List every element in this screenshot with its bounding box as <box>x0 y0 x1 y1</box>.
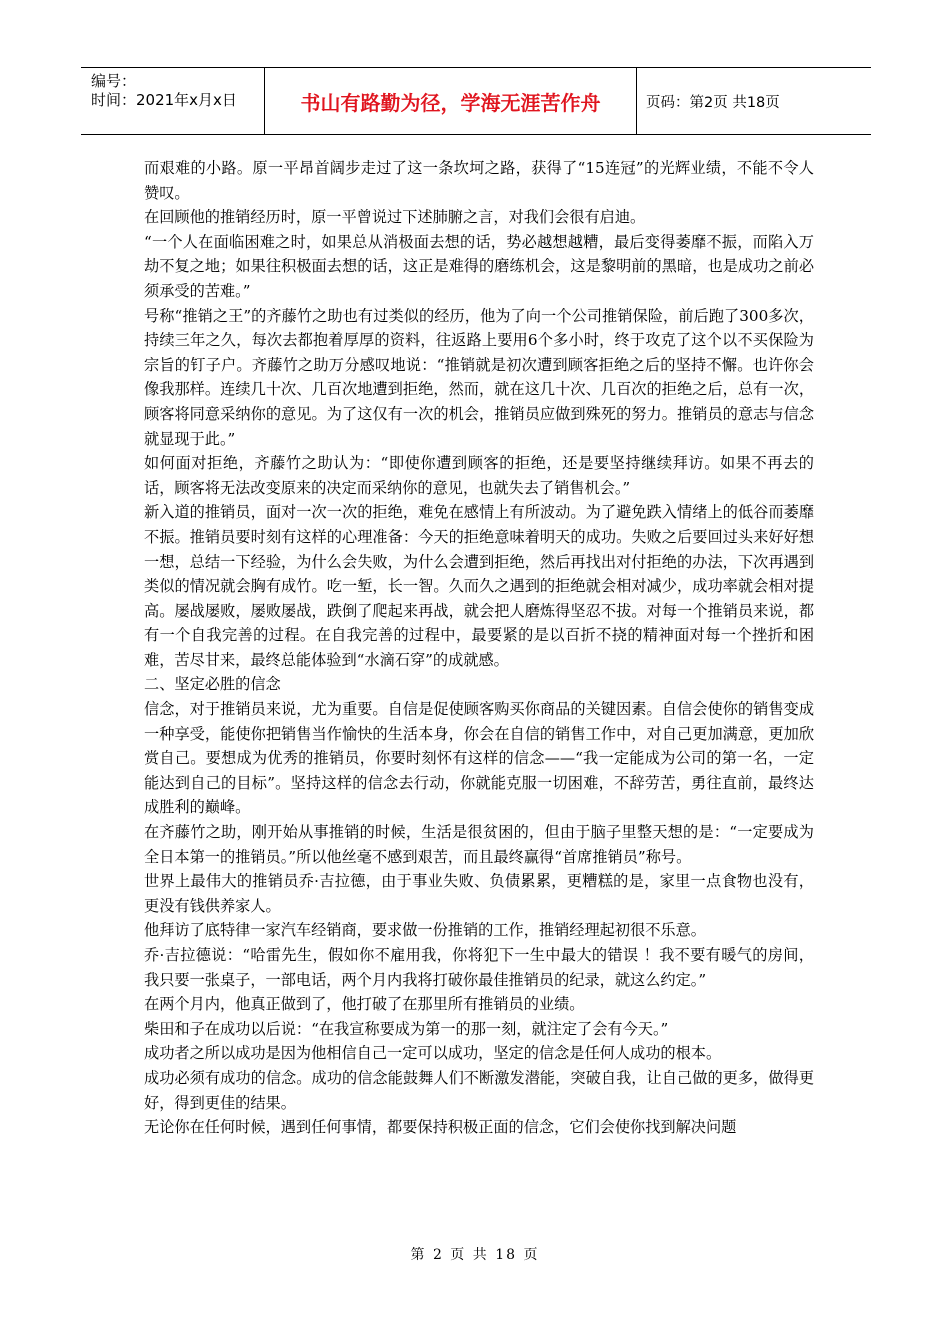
page-header <box>81 67 871 135</box>
paragraph: 如何面对拒绝，齐藤竹之助认为：“即使你遭到顾客的拒绝，还是要坚持继续拜访。如果不再去的话，顾客将无法改变原来的决定而采纳你的意见，也就失去了销售机会。” <box>144 454 814 497</box>
paragraph: 成功必须有成功的信念。成功的信念能鼓舞人们不断激发潜能，突破自我，让自己做的更多，做得更好，得到更佳的结果。 <box>144 1068 814 1112</box>
paragraph: “一个人在面临困难之时，如果总从消极面去想的话，势必越想越糟，最后变得萎靡不振，而陷入万劫不复之地；如果往积极面去想的话，这正是难得的磨练机会，这是黎明前的黑暗，也是成功之前必须承受的苦难。” <box>144 232 814 300</box>
header-meta <box>91 72 263 110</box>
header-motto-cell <box>264 68 637 134</box>
document-number: 编号： <box>91 72 137 90</box>
paragraph: 信念，对于推销员来说，尤为重要。自信是促使顾客购买你商品的关键因素。自信会使你的销售变成一种享受，能使你把销售当作愉快的生活本身，你会在自信的销售工作中，对自己更加满意，更加欣赏自己。要想成为优秀的推销员，你要时刻怀有这样的信念——“我一定能成为公司的第一名，一定能达到自己的目标”。坚持这样的信念去行动，你就能克服一切困难，不辞劳苦，勇往直前，最终达成胜利的巅峰。 <box>144 700 814 817</box>
paragraph: 成功者之所以成功是因为他相信自己一定可以成功，坚定的信念是任何人成功的根本。 <box>144 1044 722 1063</box>
paragraph: 号称“推销之王”的齐藤竹之助也有过类似的经历，他为了向一个公司推销保险，前后跑了300多次，持续三年之久，每次去都抱着厚厚的资料，往返路上要用6个多小时，终于攻克了这个以不买保险为宗旨的钉子户。齐藤竹之助万分感叹地说：“推销就是初次遭到顾客拒绝之后的坚持不懈。也许你会像我那样。连续几十次、几百次地遭到拒绝，然而，就在这几十次、几百次的拒绝之后，总有一次，顾客将同意采纳你的意见。为了这仅有一次的机会，推销员应做到殊死的努力。推销员的意志与信念就显现于此。” <box>144 306 814 448</box>
paragraph: 在齐藤竹之助，刚开始从事推销的时候，生活是很贫困的，但由于脑子里整天想的是：“一定要成为全日本第一的推销员。”所以他丝毫不感到艰苦，而且最终赢得“首席推销员”称号。 <box>144 823 814 866</box>
header-motto: 书山有路勤为径，学海无涯苦作舟 <box>300 90 601 115</box>
document-body <box>144 156 814 1140</box>
section-heading: 二、坚定必胜的信念 <box>144 675 281 694</box>
paragraph: 在两个月内，他真正做到了，他打破了在那里所有推销员的业绩。 <box>144 995 585 1014</box>
header-page-number: 页码：第2页 共18页 <box>646 94 780 111</box>
paragraph: 在回顾他的推销经历时，原一平曾说过下述肺腑之言，对我们会很有启迪。 <box>144 208 646 227</box>
paragraph: 新入道的推销员，面对一次一次的拒绝，难免在感情上有所波动。为了避免跌入情绪上的低谷而萎靡不振。推销员要时刻有这样的心理准备：今天的拒绝意味着明天的成功。失败之后要回过头来好好想一想，总结一下经验，为什么会失败，为什么会遭到拒绝，然后再找出对付拒绝的办法，下次再遇到类似的情况就会胸有成竹。吃一堑，长一智。久而久之遇到的拒绝就会相对减少，成功率就会相对提高。屡战屡败，屡败屡战，跌倒了爬起来再战，就会把人磨炼得坚忍不拔。对每一个推销员来说，都有一个自我完善的过程。在自我完善的过程中，最要紧的是以百折不挠的精神面对每一个挫折和困难，苦尽甘来，最终总能体验到“水滴石穿”的成就感。 <box>144 503 814 669</box>
page-footer: 第 2 页 共 18 页 <box>410 1247 540 1263</box>
paragraph: 而艰难的小路。原一平昂首阔步走过了这一条坎坷之路，获得了“15连冠”的光辉业绩，不能不令人赞叹。 <box>144 159 814 202</box>
paragraph: 世界上最伟大的推销员乔·吉拉德，由于事业失败、负债累累，更糟糕的是，家里一点食物也没有，更没有钱供养家人。 <box>144 872 814 915</box>
paragraph: 他拜访了底特律一家汽车经销商，要求做一份推销的工作，推销经理起初很不乐意。 <box>144 921 706 940</box>
document-date: 时间：2021年x月x日 <box>91 91 237 109</box>
paragraph: 柴田和子在成功以后说：“在我宣称要成为第一的那一刻，就注定了会有今天。” <box>144 1019 669 1038</box>
paragraph: 乔·吉拉德说：“哈雷先生，假如你不雇用我，你将犯下一生中最大的错误 ！我不要有暖气的房间，我只要一张桌子，一部电话，两个月内我将打破你最佳推销员的纪录，就这么约定。” <box>144 946 814 989</box>
paragraph: 无论你在任何时候，遇到任何事情，都要保持积极正面的信念，它们会使你找到解决问题 <box>144 1118 737 1137</box>
